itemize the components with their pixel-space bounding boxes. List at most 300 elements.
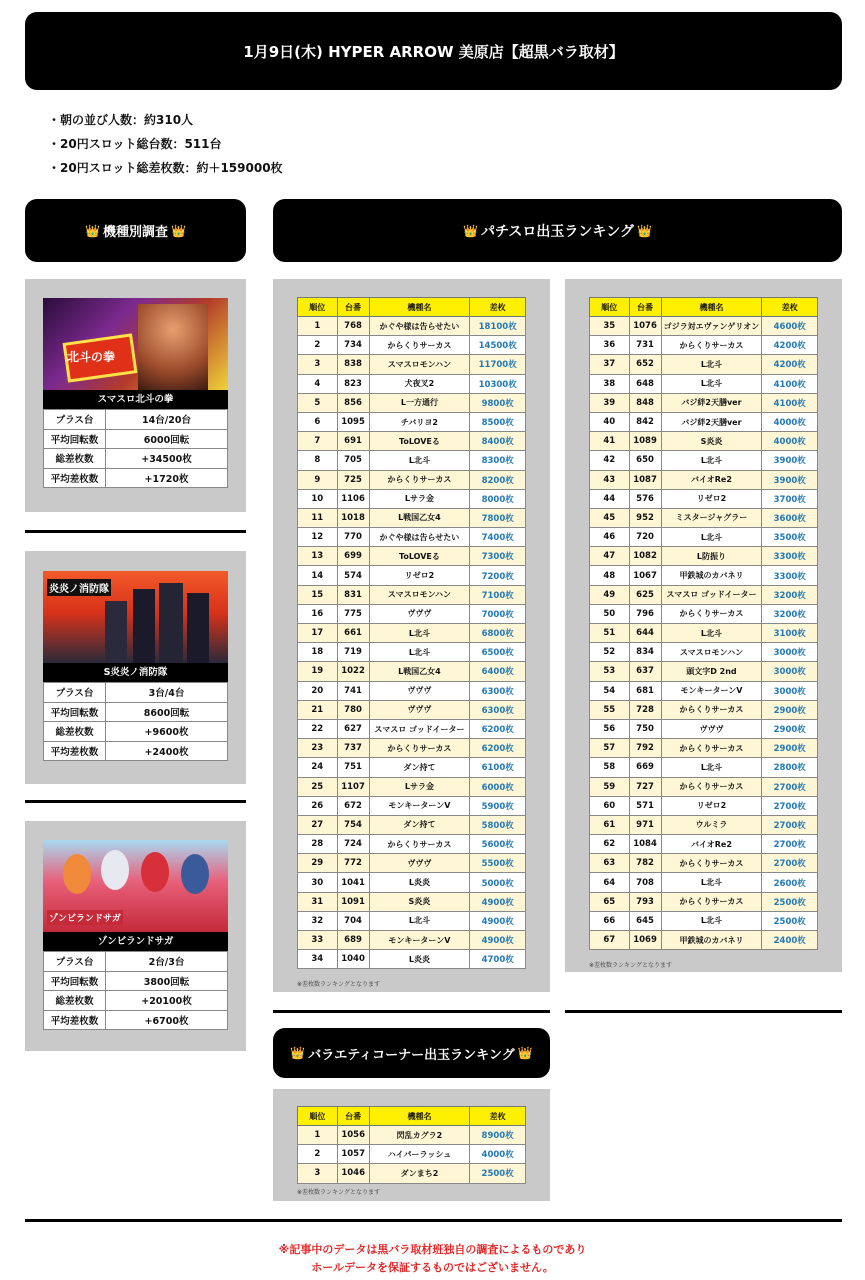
machine-name-cell: スマスロモンハン bbox=[661, 643, 762, 662]
table-row bbox=[298, 393, 526, 412]
stat-value: 6000回転 bbox=[106, 429, 228, 449]
machine-no-cell: 775 bbox=[337, 604, 369, 623]
machine-no-cell: 669 bbox=[629, 758, 661, 777]
machine-name-cell: L北斗 bbox=[369, 911, 470, 930]
diff-cell: 2700枚 bbox=[762, 796, 818, 815]
rank-cell: 1 bbox=[298, 1126, 338, 1145]
col-rank: 順位 bbox=[298, 1107, 338, 1126]
rank-cell: 37 bbox=[590, 355, 630, 374]
ranking-table-right bbox=[589, 297, 818, 950]
machine-no-cell: 644 bbox=[629, 624, 661, 643]
rank-cell: 31 bbox=[298, 892, 338, 911]
machine-name-cell: モンキーターンV bbox=[369, 931, 470, 950]
machine-image bbox=[43, 840, 228, 932]
machine-name-cell: L防振り bbox=[661, 547, 762, 566]
table-row bbox=[298, 355, 526, 374]
machine-name-cell: L北斗 bbox=[661, 528, 762, 547]
diff-cell: 3300枚 bbox=[762, 547, 818, 566]
machine-card bbox=[43, 298, 228, 488]
table-row bbox=[298, 547, 526, 566]
machine-no-cell: 751 bbox=[337, 758, 369, 777]
machine-no-cell: 650 bbox=[629, 451, 661, 470]
machine-name: ゾンビランドサガ bbox=[43, 932, 228, 951]
diff-cell: 10300枚 bbox=[470, 374, 526, 393]
table-row bbox=[590, 547, 818, 566]
rank-cell: 10 bbox=[298, 489, 338, 508]
machine-no-cell: 952 bbox=[629, 508, 661, 527]
machine-name-cell: ToLOVEる bbox=[369, 547, 470, 566]
machine-no-cell: 770 bbox=[337, 528, 369, 547]
machine-no-cell: 856 bbox=[337, 393, 369, 412]
machine-name-cell: L北斗 bbox=[661, 355, 762, 374]
diff-cell: 2700枚 bbox=[762, 835, 818, 854]
diff-cell: 8000枚 bbox=[470, 489, 526, 508]
table-row bbox=[298, 739, 526, 758]
machine-no-cell: 1067 bbox=[629, 566, 661, 585]
table-row bbox=[590, 528, 818, 547]
machine-no-cell: 725 bbox=[337, 470, 369, 489]
diff-cell: 2700枚 bbox=[762, 815, 818, 834]
diff-cell: 6100枚 bbox=[470, 758, 526, 777]
diff-cell: 11700枚 bbox=[470, 355, 526, 374]
disclaimer-line: ホールデータを保証するものではございません。 bbox=[311, 1261, 554, 1274]
diff-cell: 2800枚 bbox=[762, 758, 818, 777]
diff-cell: 4100枚 bbox=[762, 374, 818, 393]
machine-image-caption: ゾンビランドサガ bbox=[47, 910, 123, 925]
diff-cell: 6300枚 bbox=[470, 681, 526, 700]
diff-cell: 4200枚 bbox=[762, 336, 818, 355]
diff-cell: 7200枚 bbox=[470, 566, 526, 585]
rank-cell: 11 bbox=[298, 508, 338, 527]
crown-icon: 👑 bbox=[171, 223, 186, 238]
table-row bbox=[298, 815, 526, 834]
table-row bbox=[590, 489, 818, 508]
table-row bbox=[590, 700, 818, 719]
machine-name-cell: 閃乱カグラ2 bbox=[369, 1126, 470, 1145]
diff-cell: 3500枚 bbox=[762, 528, 818, 547]
page-title-banner bbox=[25, 12, 842, 90]
table-row bbox=[590, 815, 818, 834]
machine-name-cell: L一方通行 bbox=[369, 393, 470, 412]
diff-cell: 2900枚 bbox=[762, 739, 818, 758]
machine-no-cell: 1089 bbox=[629, 432, 661, 451]
table-row bbox=[590, 393, 818, 412]
machine-no-cell: 768 bbox=[337, 317, 369, 336]
table-row bbox=[298, 374, 526, 393]
table-row bbox=[298, 643, 526, 662]
pachislot-ranking-title: パチスロ出玉ランキング bbox=[480, 223, 635, 240]
machine-name-cell: L北斗 bbox=[661, 451, 762, 470]
machine-name-cell: ヴヴヴ bbox=[369, 604, 470, 623]
diff-cell: 4100枚 bbox=[762, 393, 818, 412]
table-row bbox=[590, 911, 818, 930]
diff-cell: 8900枚 bbox=[470, 1126, 526, 1145]
stat-value: 3800回転 bbox=[106, 971, 228, 991]
stat-key: 平均差枚数 bbox=[44, 468, 106, 488]
stat-value: +2400枚 bbox=[106, 741, 228, 761]
diff-cell: 4600枚 bbox=[762, 317, 818, 336]
diff-cell: 8300枚 bbox=[470, 451, 526, 470]
machine-no-cell: 792 bbox=[629, 739, 661, 758]
machine-name-cell: からくりサーカス bbox=[661, 739, 762, 758]
table-row bbox=[590, 508, 818, 527]
rank-cell: 48 bbox=[590, 566, 630, 585]
machine-name-cell: ダン持て bbox=[369, 758, 470, 777]
table-row bbox=[298, 700, 526, 719]
machine-no-cell: 823 bbox=[337, 374, 369, 393]
table-row bbox=[298, 508, 526, 527]
col-rank: 順位 bbox=[298, 298, 338, 317]
crown-icon: 👑 bbox=[85, 223, 100, 238]
diff-cell: 6800枚 bbox=[470, 624, 526, 643]
machine-name-cell: ヴヴヴ bbox=[369, 700, 470, 719]
divider bbox=[25, 800, 246, 803]
diff-cell: 2500枚 bbox=[762, 911, 818, 930]
machine-name-cell: S炎炎 bbox=[661, 432, 762, 451]
machine-name-cell: モンキーターンV bbox=[369, 796, 470, 815]
table-row bbox=[298, 662, 526, 681]
rank-cell: 3 bbox=[298, 355, 338, 374]
machine-name-cell: L北斗 bbox=[369, 451, 470, 470]
diff-cell: 5900枚 bbox=[470, 796, 526, 815]
machine-name-cell: スマスロモンハン bbox=[369, 585, 470, 604]
table-row bbox=[298, 624, 526, 643]
machine-no-cell: 689 bbox=[337, 931, 369, 950]
rank-cell: 47 bbox=[590, 547, 630, 566]
rank-cell: 33 bbox=[298, 931, 338, 950]
rank-cell: 66 bbox=[590, 911, 630, 930]
table-row bbox=[298, 950, 526, 969]
rank-cell: 24 bbox=[298, 758, 338, 777]
diff-cell: 8200枚 bbox=[470, 470, 526, 489]
table-row bbox=[590, 585, 818, 604]
table-row bbox=[298, 1126, 526, 1145]
table-row bbox=[590, 374, 818, 393]
summary-line: ・20円スロット総差枚数：約＋159000枚 bbox=[48, 161, 283, 175]
machine-name-cell: L炎炎 bbox=[369, 873, 470, 892]
table-row bbox=[590, 451, 818, 470]
table-row bbox=[298, 585, 526, 604]
variety-ranking-banner bbox=[273, 1028, 550, 1078]
machine-name-cell: ToLOVEる bbox=[369, 432, 470, 451]
rank-cell: 45 bbox=[590, 508, 630, 527]
rank-cell: 20 bbox=[298, 681, 338, 700]
rank-cell: 12 bbox=[298, 528, 338, 547]
rank-cell: 4 bbox=[298, 374, 338, 393]
diff-cell: 2700枚 bbox=[762, 777, 818, 796]
table-row bbox=[298, 719, 526, 738]
machine-name-cell: 犬夜叉2 bbox=[369, 374, 470, 393]
col-machine-name: 機種名 bbox=[661, 298, 762, 317]
machine-name-cell: からくりサーカス bbox=[369, 336, 470, 355]
stat-key: 総差枚数 bbox=[44, 449, 106, 469]
pachislot-ranking-banner bbox=[273, 199, 842, 262]
machine-name-cell: からくりサーカス bbox=[661, 604, 762, 623]
rank-cell: 34 bbox=[298, 950, 338, 969]
machine-no-cell: 772 bbox=[337, 854, 369, 873]
col-machine-name: 機種名 bbox=[369, 298, 470, 317]
machine-name-cell: ウルミラ bbox=[661, 815, 762, 834]
rank-cell: 63 bbox=[590, 854, 630, 873]
col-rank: 順位 bbox=[590, 298, 630, 317]
machine-no-cell: 1084 bbox=[629, 835, 661, 854]
rank-cell: 62 bbox=[590, 835, 630, 854]
machine-no-cell: 637 bbox=[629, 662, 661, 681]
machine-name-cell: からくりサーカス bbox=[661, 777, 762, 796]
machine-name-cell: L戦国乙女4 bbox=[369, 662, 470, 681]
machine-survey-title: 機種別調査 bbox=[102, 225, 168, 240]
machine-stat-table bbox=[43, 409, 228, 488]
machine-name-cell: L北斗 bbox=[369, 624, 470, 643]
diff-cell: 3900枚 bbox=[762, 470, 818, 489]
rank-cell: 51 bbox=[590, 624, 630, 643]
machine-no-cell: 737 bbox=[337, 739, 369, 758]
rank-cell: 18 bbox=[298, 643, 338, 662]
machine-no-cell: 842 bbox=[629, 412, 661, 431]
stat-value: +6700枚 bbox=[106, 1010, 228, 1030]
machine-name-cell: S炎炎 bbox=[369, 892, 470, 911]
rank-cell: 13 bbox=[298, 547, 338, 566]
table-row bbox=[298, 604, 526, 623]
diff-cell: 8400枚 bbox=[470, 432, 526, 451]
stat-key: プラス台 bbox=[44, 952, 106, 972]
table-row bbox=[298, 931, 526, 950]
machine-no-cell: 574 bbox=[337, 566, 369, 585]
rank-cell: 25 bbox=[298, 777, 338, 796]
machine-name-cell: 甲鉄城のカバネリ bbox=[661, 566, 762, 585]
machine-name: S炎炎ノ消防隊 bbox=[43, 663, 228, 682]
rank-cell: 38 bbox=[590, 374, 630, 393]
machine-no-cell: 1107 bbox=[337, 777, 369, 796]
machine-name-cell: ヴヴヴ bbox=[661, 719, 762, 738]
table-row bbox=[298, 412, 526, 431]
machine-image-caption: 北斗の拳 bbox=[67, 350, 116, 364]
rank-cell: 58 bbox=[590, 758, 630, 777]
table-row bbox=[590, 336, 818, 355]
rank-cell: 52 bbox=[590, 643, 630, 662]
rank-cell: 46 bbox=[590, 528, 630, 547]
machine-stat-table bbox=[43, 951, 228, 1030]
machine-name-cell: 甲鉄城のカバネリ bbox=[661, 931, 762, 950]
stat-key: 平均回転数 bbox=[44, 702, 106, 722]
machine-no-cell: 834 bbox=[629, 643, 661, 662]
table-row bbox=[590, 566, 818, 585]
ranking-table-left bbox=[297, 297, 526, 969]
col-machine-no: 台番 bbox=[629, 298, 661, 317]
diff-cell: 3300枚 bbox=[762, 566, 818, 585]
crown-icon: 👑 bbox=[517, 1046, 533, 1060]
table-row bbox=[298, 470, 526, 489]
machine-card bbox=[43, 571, 228, 761]
machine-name-cell: ヴヴヴ bbox=[369, 681, 470, 700]
machine-name-cell: からくりサーカス bbox=[661, 854, 762, 873]
machine-name-cell: からくりサーカス bbox=[661, 336, 762, 355]
machine-name-cell: L北斗 bbox=[661, 911, 762, 930]
table-row bbox=[590, 624, 818, 643]
summary-list bbox=[48, 108, 283, 180]
table-row bbox=[298, 758, 526, 777]
ranking-note: ※差枚数ランキングとなります bbox=[589, 962, 672, 969]
machine-name-cell: からくりサーカス bbox=[369, 739, 470, 758]
rank-cell: 1 bbox=[298, 317, 338, 336]
rank-cell: 7 bbox=[298, 432, 338, 451]
machine-no-cell: 780 bbox=[337, 700, 369, 719]
stat-value: +9600枚 bbox=[106, 722, 228, 742]
crown-icon: 👑 bbox=[290, 1046, 306, 1060]
diff-cell: 5800枚 bbox=[470, 815, 526, 834]
table-row bbox=[590, 777, 818, 796]
diff-cell: 8500枚 bbox=[470, 412, 526, 431]
stat-value: +20100枚 bbox=[106, 991, 228, 1011]
rank-cell: 35 bbox=[590, 317, 630, 336]
stat-key: 平均回転数 bbox=[44, 971, 106, 991]
col-diff: 差枚 bbox=[470, 1107, 526, 1126]
diff-cell: 3000枚 bbox=[762, 643, 818, 662]
rank-cell: 17 bbox=[298, 624, 338, 643]
rank-cell: 41 bbox=[590, 432, 630, 451]
machine-no-cell: 719 bbox=[337, 643, 369, 662]
rank-cell: 64 bbox=[590, 873, 630, 892]
machine-no-cell: 1082 bbox=[629, 547, 661, 566]
machine-no-cell: 627 bbox=[337, 719, 369, 738]
machine-name-cell: バジ絆2天膳ver bbox=[661, 393, 762, 412]
rank-cell: 55 bbox=[590, 700, 630, 719]
stat-value: 14台/20台 bbox=[106, 410, 228, 430]
table-row bbox=[590, 643, 818, 662]
rank-cell: 30 bbox=[298, 873, 338, 892]
table-row bbox=[590, 739, 818, 758]
diff-cell: 18100枚 bbox=[470, 317, 526, 336]
rank-cell: 2 bbox=[298, 1145, 338, 1164]
table-row bbox=[298, 681, 526, 700]
table-row bbox=[590, 355, 818, 374]
diff-cell: 7400枚 bbox=[470, 528, 526, 547]
diff-cell: 2900枚 bbox=[762, 719, 818, 738]
machine-name-cell: ミスタージャグラー bbox=[661, 508, 762, 527]
rank-cell: 42 bbox=[590, 451, 630, 470]
rank-cell: 21 bbox=[298, 700, 338, 719]
rank-cell: 54 bbox=[590, 681, 630, 700]
diff-cell: 7800枚 bbox=[470, 508, 526, 527]
col-machine-no: 台番 bbox=[337, 1107, 369, 1126]
machine-no-cell: 705 bbox=[337, 451, 369, 470]
divider bbox=[273, 1010, 550, 1013]
stat-key: 平均差枚数 bbox=[44, 1010, 106, 1030]
variety-ranking-title: バラエティコーナー出玉ランキング bbox=[308, 1047, 515, 1063]
machine-name-cell: ダンまち2 bbox=[369, 1164, 470, 1183]
diff-cell: 3200枚 bbox=[762, 604, 818, 623]
rank-cell: 67 bbox=[590, 931, 630, 950]
machine-name-cell: ゴジラ対エヴァンゲリオン bbox=[661, 317, 762, 336]
machine-image bbox=[43, 571, 228, 663]
rank-cell: 27 bbox=[298, 815, 338, 834]
table-row bbox=[298, 911, 526, 930]
machine-name-cell: L北斗 bbox=[369, 643, 470, 662]
col-machine-no: 台番 bbox=[337, 298, 369, 317]
machine-name-cell: ヴヴヴ bbox=[369, 854, 470, 873]
machine-no-cell: 741 bbox=[337, 681, 369, 700]
machine-no-cell: 971 bbox=[629, 815, 661, 834]
table-row bbox=[590, 412, 818, 431]
rank-cell: 56 bbox=[590, 719, 630, 738]
diff-cell: 4900枚 bbox=[470, 931, 526, 950]
machine-name-cell: モンキーターンV bbox=[661, 681, 762, 700]
diff-cell: 7000枚 bbox=[470, 604, 526, 623]
diff-cell: 3900枚 bbox=[762, 451, 818, 470]
rank-cell: 50 bbox=[590, 604, 630, 623]
table-row bbox=[298, 489, 526, 508]
machine-no-cell: 672 bbox=[337, 796, 369, 815]
table-row bbox=[298, 451, 526, 470]
diff-cell: 4700枚 bbox=[470, 950, 526, 969]
machine-name-cell: スマスロ ゴッドイーター bbox=[369, 719, 470, 738]
rank-cell: 28 bbox=[298, 835, 338, 854]
machine-no-cell: 1091 bbox=[337, 892, 369, 911]
stat-key: 平均差枚数 bbox=[44, 741, 106, 761]
table-row bbox=[298, 873, 526, 892]
diff-cell: 3000枚 bbox=[762, 662, 818, 681]
diff-cell: 7300枚 bbox=[470, 547, 526, 566]
machine-no-cell: 1040 bbox=[337, 950, 369, 969]
machine-name-cell: からくりサーカス bbox=[661, 700, 762, 719]
table-row bbox=[298, 1164, 526, 1183]
machine-no-cell: 728 bbox=[629, 700, 661, 719]
diff-cell: 6300枚 bbox=[470, 700, 526, 719]
diff-cell: 2600枚 bbox=[762, 873, 818, 892]
table-row bbox=[590, 854, 818, 873]
table-row bbox=[298, 892, 526, 911]
machine-no-cell: 848 bbox=[629, 393, 661, 412]
diff-cell: 4000枚 bbox=[470, 1145, 526, 1164]
machine-name-cell: リゼロ2 bbox=[661, 796, 762, 815]
machine-name-cell: からくりサーカス bbox=[369, 470, 470, 489]
stat-value: 8600回転 bbox=[106, 702, 228, 722]
table-row bbox=[298, 854, 526, 873]
machine-name-cell: かぐや様は告らせたい bbox=[369, 317, 470, 336]
machine-name-cell: バイオRe2 bbox=[661, 470, 762, 489]
machine-no-cell: 727 bbox=[629, 777, 661, 796]
diff-cell: 3000枚 bbox=[762, 681, 818, 700]
stat-value: 3台/4台 bbox=[106, 683, 228, 703]
machine-no-cell: 793 bbox=[629, 892, 661, 911]
machine-name-cell: Lサラ金 bbox=[369, 489, 470, 508]
machine-name-cell: からくりサーカス bbox=[661, 892, 762, 911]
footer-divider bbox=[25, 1219, 842, 1222]
table-row bbox=[298, 336, 526, 355]
rank-cell: 60 bbox=[590, 796, 630, 815]
diff-cell: 3200枚 bbox=[762, 585, 818, 604]
disclaimer bbox=[0, 1241, 865, 1277]
machine-no-cell: 699 bbox=[337, 547, 369, 566]
stat-key: 総差枚数 bbox=[44, 991, 106, 1011]
rank-cell: 6 bbox=[298, 412, 338, 431]
diff-cell: 6200枚 bbox=[470, 719, 526, 738]
crown-icon: 👑 bbox=[637, 223, 652, 238]
rank-cell: 3 bbox=[298, 1164, 338, 1183]
machine-name-cell: スマスロ ゴッドイーター bbox=[661, 585, 762, 604]
table-row bbox=[298, 1145, 526, 1164]
rank-cell: 23 bbox=[298, 739, 338, 758]
rank-cell: 40 bbox=[590, 412, 630, 431]
diff-cell: 3100枚 bbox=[762, 624, 818, 643]
machine-no-cell: 648 bbox=[629, 374, 661, 393]
machine-no-cell: 754 bbox=[337, 815, 369, 834]
diff-cell: 6400枚 bbox=[470, 662, 526, 681]
machine-no-cell: 661 bbox=[337, 624, 369, 643]
ranking-note: ※差枚数ランキングとなります bbox=[297, 981, 380, 988]
variety-ranking-table bbox=[297, 1106, 526, 1184]
rank-cell: 61 bbox=[590, 815, 630, 834]
